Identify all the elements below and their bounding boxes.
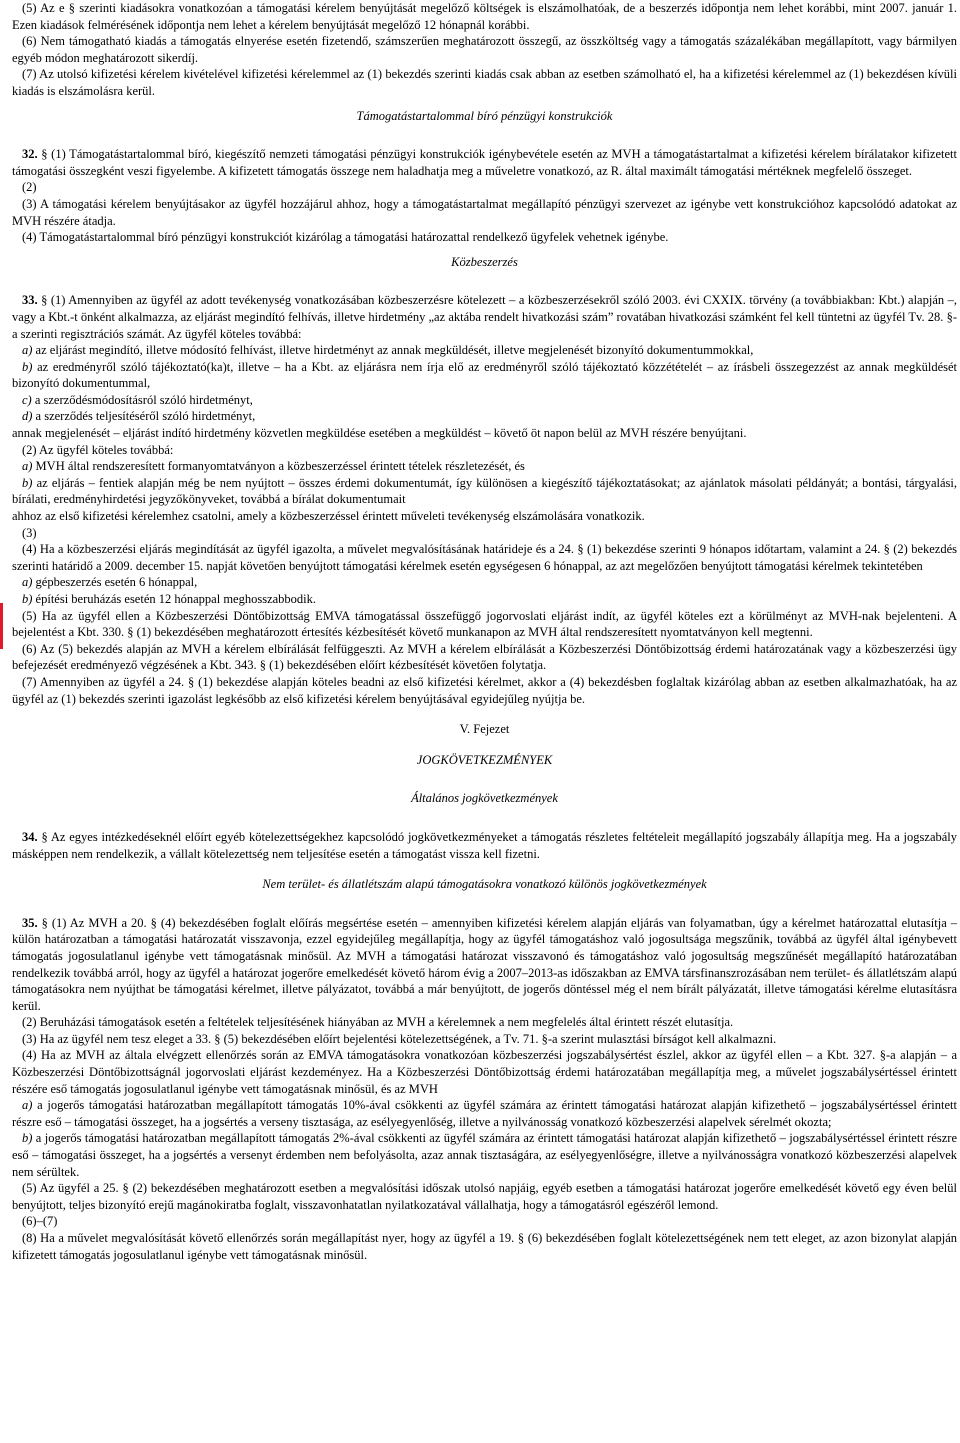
list-item-b: b) az eljárás – fentiek alapján még be nem nyújtott – összes érdemi dokumentumát, így különösen a kiegészítő tájékoztatásokat; az ajánlatok másolati példányát; a bontási, tárgyalási, bírálati, eredményhirdetési jegyzőkönyveket, továbbá a bírálat dokumentumait (12, 475, 957, 507)
section-heading-32: Támogatástartalommal bíró pénzügyi konstrukciók (356, 108, 613, 123)
section-35-paragraph-5: (5) Az ügyfél a 25. § (2) bekezdésében meghatározott esetben a megvalósítási időszak utolsó napjáig, egyéb esetben a támogatási határozat jogerőre emelkedését követő egy éven belül benyújtott, teljes bizonyító erejű magánokiratba foglalt, visszavonhatatlan nyilatkozatával vállalhatja, hogy a támogatásról egészéről lemond. (12, 1181, 957, 1212)
list-item-b: b) az eredményről szóló tájékoztató(ka)t, illetve – ha a Kbt. az eljárásra nem írja elő az eredményről szóló tájékoztató közzétételét – az írásbeli összegezzést az annak megküldését bizonyító dokumentummal, (12, 359, 958, 391)
section-35-paragraph-8: (8) Ha a művelet megvalósítását követő ellenőrzés során megállapítást nyer, hogy az ügyfél a 19. § (6) bekezdésében foglalt kötelezettségének nem tett eleget, az azon bizonylat alapján kifizetett támogatás jogosulatlanul igénybe vett támogatásnak minősül. (12, 1231, 957, 1262)
section-number: 32. (22, 147, 38, 162)
list-item-a: a) gépbeszerzés esetén 6 hónappal, (22, 575, 198, 590)
chapter-subtitle: JOGKÖVETKEZMÉNYEK (416, 752, 553, 767)
section-number: 34. (22, 829, 38, 844)
list-item-b: b) a jogerős támogatási határozatban megállapított támogatás 2%-ával csökkenti az ügyfél számára az érintett támogatási határozat alapján kifizethető – jogszabálysértéssel érintett részre eső – támogatási összeget, ha a jogsértés a versenyt érdemben nem befolyásolta, azaz annak tisztaságára, az esélyegyenlőségre, illetve a nyilvánosságra vonatkozó közbeszerzési alapelvek nem sérültek. (12, 1131, 957, 1179)
paragraph-6: (6) Nem támogatható kiadás a támogatás elnyerése esetén fizetendő, számszerűen meghatározott összegű, az összköltség vagy a támogatás százalékában megállapított, vagy bármilyen egyéb módon meghatározott sikerdíj. (12, 34, 957, 65)
change-marker (0, 603, 3, 649)
section-35-paragraph-4: (4) Ha az MVH az általa elvégzett ellenőrzés során az EMVA támogatásokra vonatkozóan közbeszerzési jogszabálysértést észlel, akkor az ügyfél ellen – a Kbt. 327. §-a alapján – a Közbeszerzési Döntőbizottságnál jogorvoslati eljárást kezdeményez. Ha a Közbeszerzési Döntőbizottság érdemi határozatában megállapítja meg, a művelet jogszabálysértéssel érintett részére eső támogatás jogosulatlanul igénybe vett támogatásnak minősül, és az MVH (12, 1048, 957, 1096)
section-33-paragraph-2: (2) Az ügyfél köteles továbbá: (22, 442, 174, 457)
section-35-paragraph-1: 35. § (1) Az MVH a 20. § (4) bekezdésében foglalt előírás megsértése esetén – amennyiben kifizetési kérelem alapján eljárás van folyamatban, úgy a kérelmet határozattal elutasítja – külön határozatban a támogatási határozatát visszavonja, ezzel egyidejűleg megállapítja, hogy az ügyfél támogatáshoz való jogosultsága megszűnik, továbbá az ügyfél által igénybevett támogatás jogosulatlanul igénybe vett támogatásnak minősül. Az MVH a támogatási határozat visszavonó és támogatáshoz való jogosultság megszűnését megállapító határozatában rendelkezik továbbá arról, hogy az ügyfél a határozat jogerőre emelkedését követő három évig a 2007–2013-as időszakban az EMVA társfinanszrozásában nem terület- és állatlétszám alapú támogatásokra nem nyújthat be támogatási kérelmet, illetve pályázatot, továbbá a már benyújtott, de jogerős döntéssel még el nem bírált pályázatát, illetve támogatási kérelme elutasításra kerül. (12, 915, 957, 1013)
section-number: 33. (22, 293, 38, 308)
section-32-paragraph-4: (4) Támogatástartalommal bíró pénzügyi konstrukciót kizárólag a támogatási határozattal rendelkező ügyfelek vehetnek igénybe. (22, 230, 669, 245)
document-page (12, 0, 957, 1263)
section-heading-35: Nem terület- és állatlétszám alapú támogatásokra vonatkozó különös jogkövetkezmények (262, 877, 707, 892)
list-tail: ahhoz az első kifizetési kérelemhez csatolni, amely a közbeszerzéssel érintett műveleti tevékenység elszámolására vonatkozik. (12, 509, 645, 524)
section-33-paragraph-3: (3) (22, 525, 37, 540)
list-item-c: c) a szerződésmódosításról szóló hirdetményt, (22, 392, 253, 407)
list-item-a: a) MVH által rendszeresített formanyomtatványon a közbeszerzéssel érintett tételek részletezését, és (22, 459, 525, 474)
paragraph-7: (7) Az utolsó kifizetési kérelem kivételével kifizetési kérelemmel az (1) bekezdés szerinti kiadás csak abban az esetben számolható el, ha a kifizetési kérelemmel az (1) bekezdésen kívüli kiadás is elszámolásra kerül. (12, 67, 957, 98)
list-item-a: a) az eljárást megindító, illetve módosító felhívást, illetve hirdetményt az annak megküldését, illetve megjelenését bizonyító dokumentummokkal, (22, 343, 754, 358)
section-33-paragraph-6: (6) Az (5) bekezdés alapján az MVH a kérelem elbírálását felfüggeszti. Az MVH a kérelem elbírálását a Közbeszerzési Döntőbizottság érdemi határozatának vagy a közbeszerzési ügy befejezését eredményező végzésének a Kbt. 343. § (1) bekezdésében előírt kézbesítését követően folytatja. (12, 641, 957, 673)
section-32-paragraph-2: (2) (22, 180, 37, 195)
section-32-paragraph-3: (3) A támogatási kérelem benyújtásakor az ügyfél hozzájárul ahhoz, hogy a támogatástartalmat megállapító pénzügyi szervezet az igénybe vett konstrukcióhoz kapcsolódó adatokat az MVH részére átadja. (12, 196, 957, 228)
section-35-paragraph-3: (3) Ha az ügyfél nem tesz eleget a 33. § (5) bekezdésében előírt bejelentési kötelezettségének, a Tv. 71. §-a szerint mulasztási bírságot kell alkalmazni. (22, 1031, 777, 1046)
section-33-paragraph-4: (4) Ha a közbeszerzési eljárás megindítását az ügyfél igazolta, a művelet megvalósításának határideje és a 24. § (1) bekezdése szerinti 9 hónapos időtartam, valamint a 24. § (2) bekezdés szerinti határidő a 2009. december 15. napját követően benyújtott támogatási kérelmek esetén egységesen 6 hónappal, az azt megelőzően benyújtott támogatási kérelmek tekintetében (12, 542, 957, 573)
chapter-title: V. Fejezet (459, 722, 510, 737)
section-32-paragraph-1: 32. § (1) Támogatástartalommal bíró, kiegészítő nemzeti támogatási pénzügyi konstrukciók igénybevétele esetén az MVH a támogatástartalmat a kifizetési kérelem bírálatakor kifizetett támogatási összegként veszi figyelembe. A kifizetett támogatás összege nem haladhatja meg a műveletre vonatkozó, az R. által maximált támogatási mértéknek megfelelő összeget. (12, 147, 957, 178)
section-33-paragraph-5: (5) Ha az ügyfél ellen a Közbeszerzési Döntőbizottság EMVA támogatással összefüggő jogorvoslati eljárást indít, az ügyfél köteles ezt a körülményt az MVH-nak bejelenteni. A bejelentést a Kbt. 330. § (1) bekezdésében meghatározott értesítés kézbesítését követő munkanapon az MVH által rendszeresített nyomtatványon kell megtenni. (12, 608, 957, 640)
list-tail: annak megjelenését – eljárást indító hirdetmény közvetlen megküldése esetében a megküldést – követő öt napon belül az MVH részére benyújtani. (12, 426, 747, 441)
list-item-d: d) a szerződés teljesítéséről szóló hirdetményt, (22, 409, 256, 424)
section-35-paragraph-2: (2) Beruházási támogatások esetén a feltételek teljesítésének hiányában az MVH a kérelemnek a nem megfelelés által érintett részét elutasítja. (22, 1015, 734, 1030)
section-35-paragraph-6-7: (6)–(7) (22, 1214, 58, 1229)
paragraph-5: (5) Az e § szerinti kiadásokra vonatkozóan a támogatási kérelem benyújtását megelőző költségek is elszámolhatóak, de a beszerzés időpontja nem lehet korábbi, mint 2007. január 1. Ezen kiadások felmérésének időpontja nem lehet a kérelem benyújtását megelőző 12 hónapnál korábbi. (12, 1, 957, 32)
section-34-paragraph-1: 34. § Az egyes intézkedéseknél előírt egyéb kötelezettségekhez kapcsolódó jogkövetkezményeket a támogatás részletes feltételeit megállapító jogszabály állapítja meg. Ha a jogszabály másképpen nem rendelkezik, a vállalt kötelezettség nem teljesítése esetén a támogatást vissza kell fizetni. (12, 829, 958, 861)
section-33-paragraph-7: (7) Amennyiben az ügyfél a 24. § (1) bekezdése alapján köteles beadni az első kifizetési kérelmet, akkor a (4) bekezdésben foglaltak kizárólag abban az esetben alkalmazhatóak, ha az ügyfél az (1) bekezdés szerinti igazolást legkésőbb az első kifizetési kérelem benyújtásával egyidejűleg nyújtja be. (12, 674, 957, 706)
section-heading-33: Közbeszerzés (451, 254, 518, 269)
section-33-paragraph-1: 33. § (1) Amennyiben az ügyfél az adott tevékenység vonatkozásában közbeszerzésre kötelezett – a közbeszerzésekről szóló 2003. évi CXXIX. törvény (a továbbiakban: Kbt.) alapján –, vagy a Kbt.-t önként alkalmazza, az eljárást megindító felhívás, illetve hirdetmény „az aktába rendelt hivatkozási szám” rovatában hivatkozási számként fel kell tüntetni az ügyfél Tv. 28. §-a szerinti regisztrációs számát. Az ügyfél köteles továbbá: (12, 293, 957, 341)
list-item-a: a) a jogerős támogatási határozatban megállapított támogatás 10%-ával csökkenti az ügyfél számára az érintett támogatási határozat alapján kifizethető – jogszabálysértéssel érintett részre eső – támogatási összeget, ha a jogsértés a verseny tisztasága, az esélyegyenlőség, illetve a nyilvánosság vonatkozó közbeszerzési alapelvek sérelmét okozta; (12, 1098, 957, 1129)
section-heading-general: Általános jogkövetkezmények (411, 791, 558, 806)
section-number: 35. (22, 915, 38, 930)
list-item-b: b) építési beruházás esetén 12 hónappal meghosszabbodik. (22, 592, 317, 606)
